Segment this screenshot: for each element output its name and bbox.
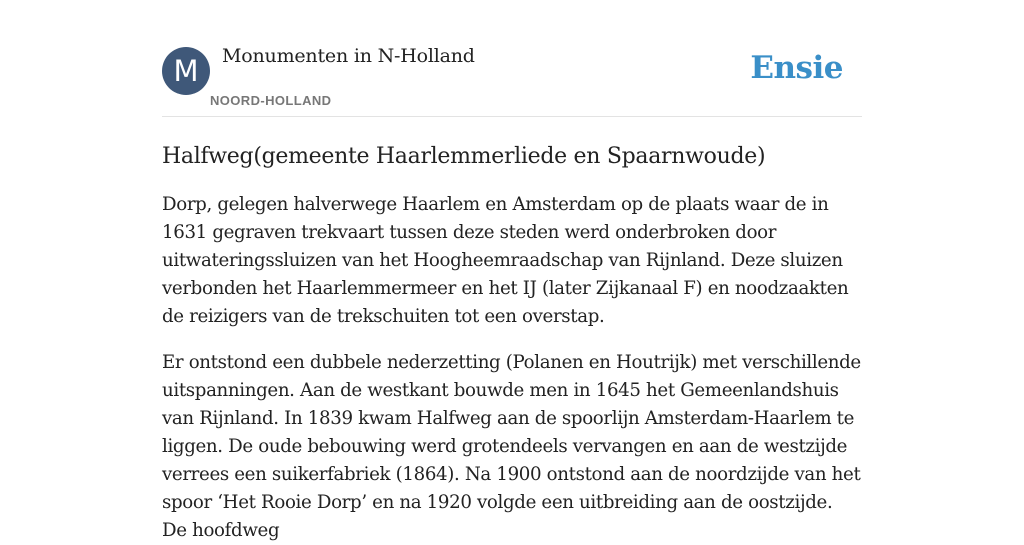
- avatar[interactable]: M: [162, 47, 210, 95]
- category-label[interactable]: NOORD-HOLLAND: [210, 93, 332, 108]
- author-name[interactable]: Monumenten in N-Holland: [222, 45, 475, 67]
- paragraph: Er ontstond een dubbele nederzetting (Polanen en Houtrijk) met verschillende uitspanningen. Aan de westkant bouwde men in 1645 het Gemeenlandshuis van Rijnland. In 1839 kwam Halfweg aan de spoorlijn Amsterdam-Haarlem te liggen. De oude bebouwing werd grotendeels vervangen en aan de westzijde verrees een suikerfabriek (1864). Na 1900 ontstond aan de noordzijde van het spoor ‘Het Rooie Dorp’ en na 1920 volgde een uitbreiding aan de oostzijde. De hoofdweg: [162, 352, 861, 541]
- brand-logo[interactable]: Ensie: [750, 50, 843, 86]
- article-header: [162, 0, 862, 117]
- paragraph: Dorp, gelegen halverwege Haarlem en Amsterdam op de plaats waar de in 1631 gegraven trekvaart tussen deze steden werd onderbroken door uitwateringssluizen van het Hoogheemraadschap van Rijnland. Deze sluizen verbonden het Haarlemmermeer en het IJ (later Zijkanaal F) en noodzaakten de reizigers van de trekschuiten tot een overstap.: [162, 194, 849, 327]
- page-title: Halfweg(gemeente Haarlemmerliede en Spaarnwoude): [162, 144, 766, 169]
- article-container: [162, 0, 862, 541]
